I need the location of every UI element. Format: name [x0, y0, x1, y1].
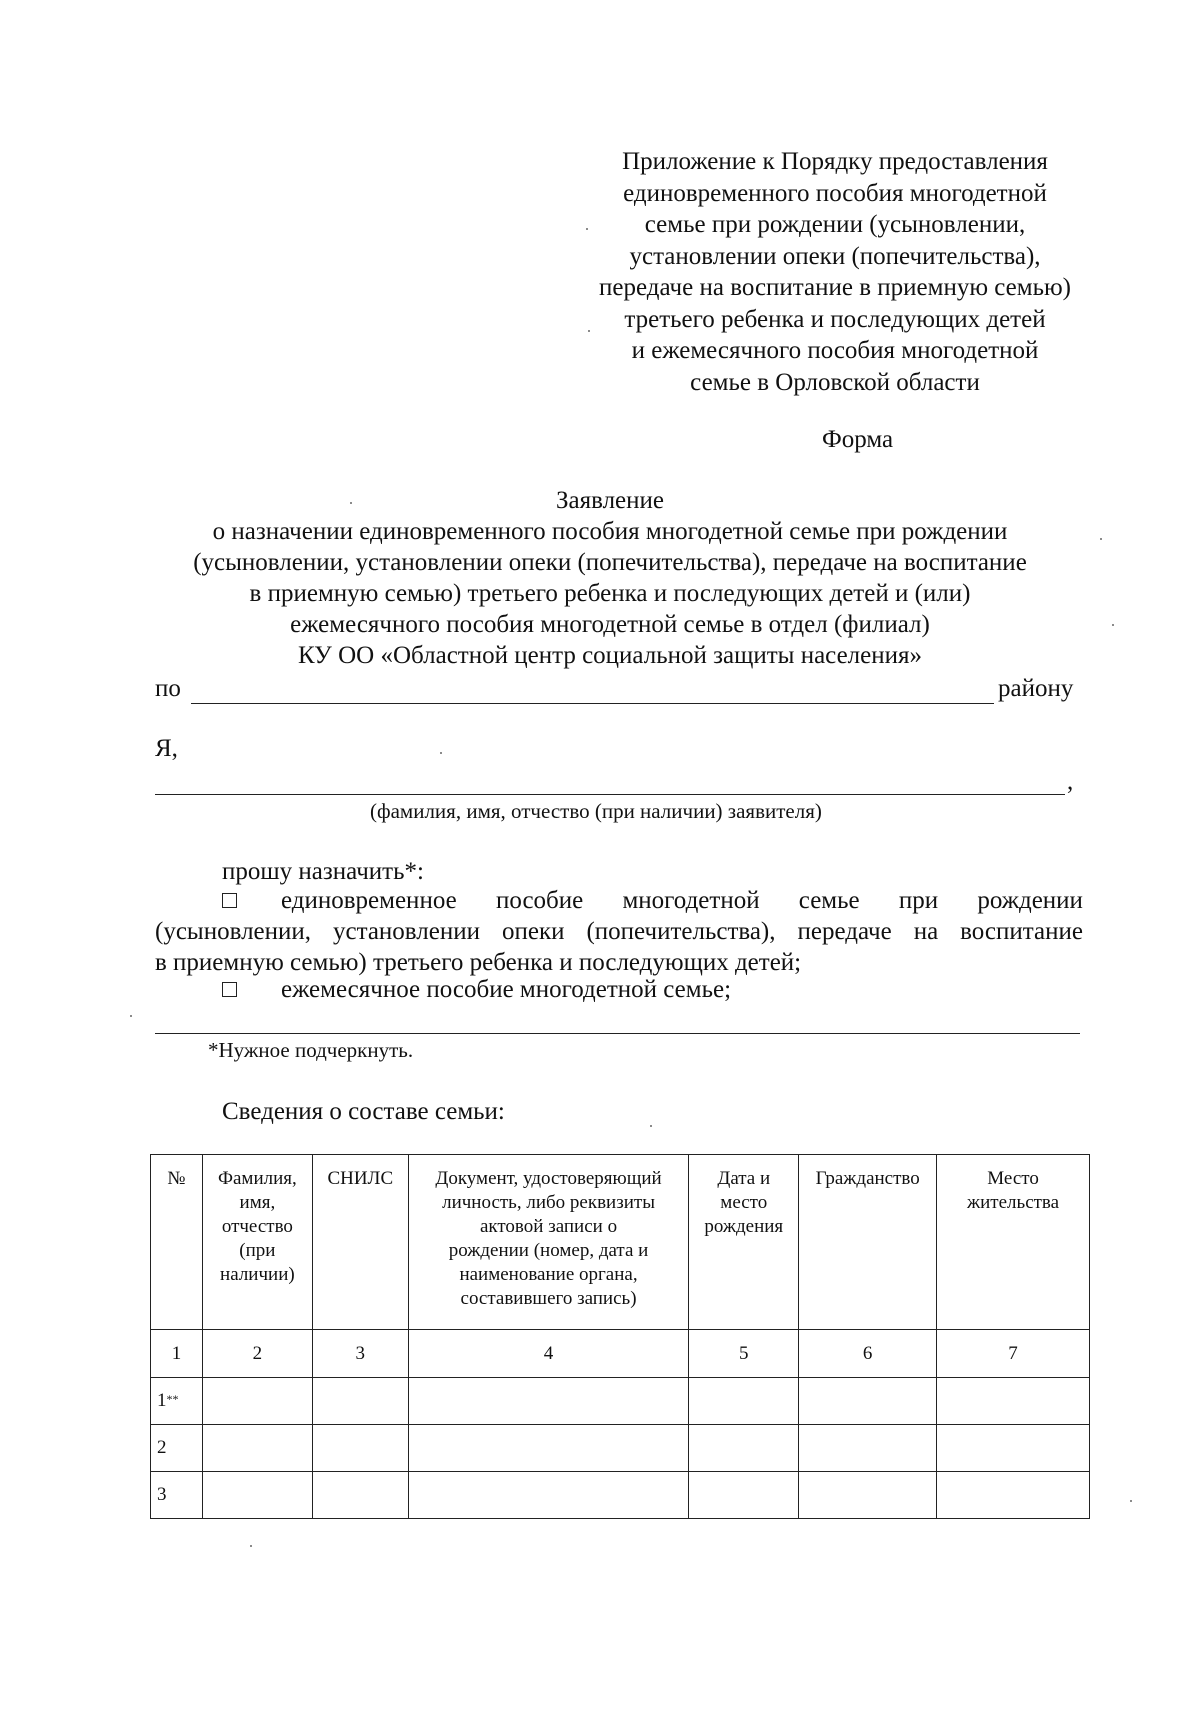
- header-snils: [312, 1155, 408, 1330]
- table-cell-input[interactable]: [689, 1378, 799, 1425]
- row-number-cell: [151, 1425, 203, 1472]
- appendix-line: передаче на воспитание в приемную семью): [599, 274, 1071, 301]
- header-text: имя,: [239, 1192, 276, 1213]
- title-heading: Заявление: [555, 487, 665, 514]
- applicant-label: Я,: [155, 735, 178, 762]
- header-identity-document: [408, 1155, 689, 1330]
- scan-speck: [588, 330, 590, 332]
- row-number-cell: [151, 1378, 203, 1425]
- title-line: ежемесячного пособия многодетной семье в отдел (филиал): [290, 611, 930, 638]
- family-table: [150, 1154, 1090, 1519]
- appendix-line: третьего ребенка и последующих детей: [624, 305, 1046, 333]
- table-cell-input[interactable]: [937, 1425, 1090, 1472]
- option1-word: многодетной: [622, 887, 760, 914]
- header-text: отчество: [221, 1216, 293, 1237]
- appendix-header: [585, 146, 1085, 398]
- header-text: место: [720, 1192, 768, 1213]
- title-line: КУ ОО «Областной центр социальной защиты населения»: [298, 642, 922, 669]
- option1-word: рождении: [977, 887, 1083, 914]
- request-title: прошу назначить*:: [222, 858, 424, 885]
- table-row: [151, 1425, 1090, 1472]
- table-cell-input[interactable]: [689, 1425, 799, 1472]
- applicant-comma: ,: [1067, 768, 1074, 795]
- option1-word: (попечительства),: [586, 918, 776, 945]
- district-blank-field[interactable]: [191, 703, 994, 704]
- option1-word: воспитание: [960, 918, 1083, 945]
- table-cell-input[interactable]: [408, 1425, 689, 1472]
- checkbox-one-time-benefit[interactable]: [222, 893, 237, 908]
- column-number: 4: [408, 1330, 689, 1378]
- scan-speck: [350, 502, 352, 504]
- option1-word: опеки: [501, 918, 565, 945]
- row-number: 2: [157, 1437, 167, 1458]
- header-birth-date-place: [689, 1155, 799, 1330]
- option1-word: при: [898, 887, 939, 914]
- appendix-line: единовременного пособия многодетной: [623, 179, 1047, 207]
- option-one-time-benefit: [155, 885, 1083, 978]
- table-row: [151, 1378, 1090, 1425]
- district-suffix: району: [998, 675, 1074, 702]
- option1-line: в приемную семью) третьего ребенка и последующих детей;: [155, 949, 802, 976]
- option1-word: передаче: [797, 918, 892, 945]
- header-number: [151, 1155, 203, 1330]
- scan-speck: [1112, 624, 1114, 626]
- scan-speck: [250, 1545, 252, 1547]
- header-text: жительства: [967, 1192, 1060, 1213]
- header-full-name: [202, 1155, 312, 1330]
- table-cell-input[interactable]: [408, 1378, 689, 1425]
- title-line: в приемную семью) третьего ребенка и последующих детей и (или): [249, 580, 971, 607]
- option1-word: семье: [798, 887, 860, 914]
- column-number: 3: [312, 1330, 408, 1378]
- applicant-caption: (фамилия, имя, отчество (при наличии) заявителя): [370, 799, 822, 823]
- district-prefix: по: [155, 675, 181, 702]
- scan-speck: [586, 228, 588, 230]
- header-citizenship: [799, 1155, 937, 1330]
- header-text: актовой записи о: [479, 1216, 618, 1237]
- option1-word: на: [913, 918, 939, 945]
- table-cell-input[interactable]: [689, 1472, 799, 1519]
- table-cell-input[interactable]: [937, 1472, 1090, 1519]
- scan-speck: [1130, 1500, 1132, 1502]
- appendix-line: установлении опеки (попечительства),: [629, 242, 1041, 270]
- table-cell-input[interactable]: [202, 1378, 312, 1425]
- scan-speck: [130, 1015, 132, 1017]
- appendix-line: и ежемесячного пособия многодетной: [631, 337, 1039, 364]
- row-footnote-mark: **: [166, 1392, 179, 1406]
- header-text: №: [167, 1168, 186, 1189]
- application-title: [150, 485, 1070, 671]
- column-number: 1: [151, 1330, 203, 1378]
- appendix-line: семье при рождении (усыновлении,: [644, 211, 1026, 238]
- option1-first-word-wrap: [222, 885, 457, 916]
- table-cell-input[interactable]: [202, 1472, 312, 1519]
- header-text: рождения: [704, 1216, 784, 1237]
- table-cell-input[interactable]: [312, 1425, 408, 1472]
- checkbox-monthly-benefit[interactable]: [222, 982, 237, 997]
- header-text: СНИЛС: [327, 1168, 394, 1189]
- footnote-divider: [155, 1033, 1080, 1034]
- option2-text: ежемесячное пособие многодетной семье;: [281, 976, 732, 1003]
- column-number: 5: [689, 1330, 799, 1378]
- row-number: 3: [157, 1484, 167, 1505]
- column-number: 7: [937, 1330, 1090, 1378]
- row-number: 1: [157, 1390, 167, 1411]
- scan-speck: [650, 1125, 652, 1127]
- header-text: Место: [987, 1168, 1039, 1189]
- footnote: *Нужное подчеркнуть.: [208, 1038, 414, 1062]
- district-line: [155, 675, 1085, 707]
- header-text: Фамилия,: [217, 1168, 297, 1189]
- row-number-cell: [151, 1472, 203, 1519]
- table-cell-input[interactable]: [937, 1378, 1090, 1425]
- column-number: 2: [202, 1330, 312, 1378]
- appendix-line: семье в Орловской области: [690, 368, 980, 396]
- table-row: [151, 1472, 1090, 1519]
- title-line: о назначении единовременного пособия многодетной семье при рождении: [212, 518, 1008, 545]
- header-text: Документ, удостоверяющий: [435, 1168, 662, 1189]
- header-text: личность, либо реквизиты: [442, 1192, 655, 1213]
- table-cell-input[interactable]: [799, 1425, 937, 1472]
- header-text: рождении (номер, дата и: [448, 1240, 649, 1261]
- scan-speck: [1100, 538, 1102, 540]
- option1-word: пособие: [495, 887, 584, 914]
- option1-word: (усыновлении,: [155, 918, 312, 945]
- table-header-row: [151, 1155, 1090, 1330]
- table-cell-input[interactable]: [799, 1378, 937, 1425]
- header-text: наличии): [220, 1264, 295, 1285]
- form-label: Форма: [822, 426, 894, 453]
- title-line: (усыновлении, установлении опеки (попечительства), передаче на воспитание: [193, 549, 1027, 576]
- header-text: Дата и: [717, 1168, 771, 1189]
- table-column-numbers-row: [151, 1330, 1090, 1378]
- option1-word: единовременное: [281, 887, 457, 914]
- header-text: (при: [239, 1240, 276, 1261]
- option1-line: [155, 916, 1083, 947]
- appendix-line: Приложение к Порядку предоставления: [622, 148, 1048, 175]
- header-text: составившего запись): [460, 1288, 637, 1309]
- family-section-title: Сведения о составе семьи:: [222, 1098, 505, 1125]
- scan-speck: [440, 752, 442, 754]
- option-monthly-benefit: [222, 976, 731, 1004]
- applicant-name-blank-field[interactable]: [155, 794, 1065, 795]
- table-cell-input[interactable]: [312, 1378, 408, 1425]
- table-cell-input[interactable]: [408, 1472, 689, 1519]
- table-cell-input[interactable]: [799, 1472, 937, 1519]
- header-residence: [937, 1155, 1090, 1330]
- header-text: Гражданство: [815, 1168, 920, 1189]
- table-cell-input[interactable]: [312, 1472, 408, 1519]
- column-number: 6: [799, 1330, 937, 1378]
- option1-word: установлении: [333, 918, 480, 945]
- option1-line: [155, 885, 1083, 916]
- header-text: наименование органа,: [459, 1264, 638, 1285]
- table-cell-input[interactable]: [202, 1425, 312, 1472]
